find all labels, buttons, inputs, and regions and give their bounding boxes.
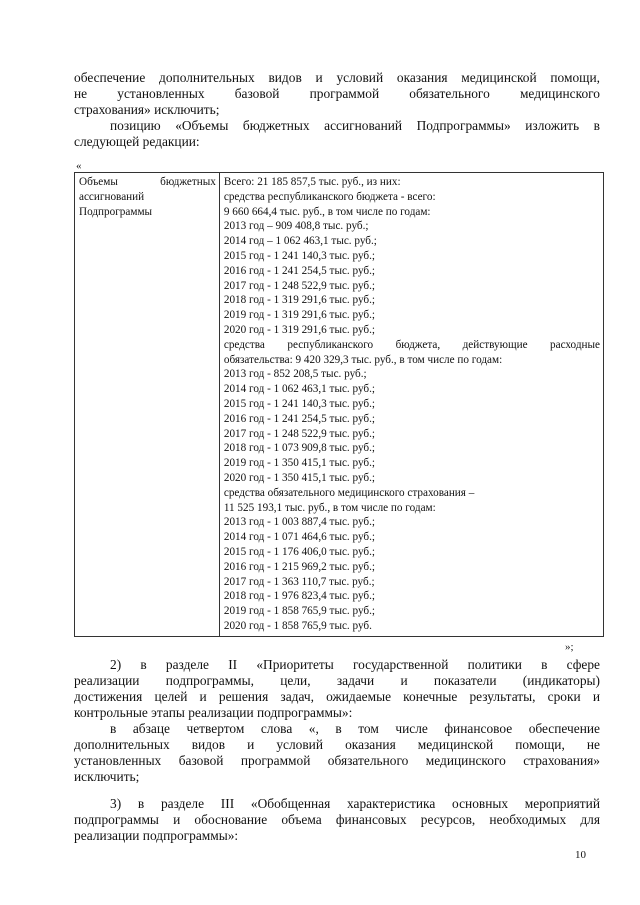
label-line: Объемы бюджетных — [79, 176, 216, 188]
text-line: контрольные этапы реализации подпрограммы»: — [74, 705, 353, 720]
content-line: 2019 год - 1 858 765,9 тыс. руб.; — [223, 605, 376, 618]
table-row — [75, 173, 604, 637]
text-line: не установленных базовой программой обязательного медицинского — [74, 86, 600, 101]
text-line: обеспечение дополнительных видов и условий оказания медицинской помощи, — [74, 70, 600, 85]
content-line: 2013 год - 852 208,5 тыс. руб.; — [223, 368, 367, 381]
content-line: средства обязательного медицинского страхования – — [223, 486, 475, 499]
label-line: Подпрограммы — [79, 205, 153, 218]
content-line: Всего: 21 185 857,5 тыс. руб., из них: — [223, 176, 401, 188]
content-line: 2017 год - 1 363 110,7 тыс. руб.; — [223, 575, 375, 588]
content-line: 2020 год - 1 319 291,6 тыс. руб.; — [223, 323, 376, 336]
item-3-paragraph — [74, 796, 600, 844]
content-line: 2020 год - 1 858 765,9 тыс. руб. — [223, 619, 372, 632]
label-line: ассигнований — [79, 190, 145, 203]
text-line: установленных базовой программой обязательного медицинского страхования» — [74, 753, 600, 768]
text-line: дополнительных видов и условий оказания медицинской помощи, не — [74, 737, 600, 752]
content-line: 2019 год - 1 350 415,1 тыс. руб.; — [223, 457, 376, 470]
opening-quote: « — [76, 160, 82, 172]
content-line: 2016 год - 1 241 254,5 тыс. руб.; — [223, 412, 376, 425]
content-line: 2015 год - 1 241 140,3 тыс. руб.; — [223, 249, 376, 262]
content-line: 2019 год - 1 319 291,6 тыс. руб.; — [223, 309, 376, 322]
content-line: 2017 год - 1 248 522,9 тыс. руб.; — [223, 427, 376, 440]
content-line: 2020 год - 1 350 415,1 тыс. руб.; — [223, 471, 376, 484]
content-line: 11 525 193,1 тыс. руб., в том числе по годам: — [223, 501, 436, 514]
content-line: обязательства: 9 420 329,3 тыс. руб., в том числе по годам: — [223, 353, 503, 366]
content-line: 2018 год - 1 976 823,4 тыс. руб.; — [223, 590, 376, 603]
content-line: 2013 год – 909 408,8 тыс. руб.; — [223, 220, 369, 233]
content-line: 2014 год – 1 062 463,1 тыс. руб.; — [223, 235, 377, 248]
content-line: 2017 год - 1 248 522,9 тыс. руб.; — [223, 279, 376, 292]
budget-allocation-table — [74, 172, 604, 637]
content-line: 2015 год - 1 241 140,3 тыс. руб.; — [223, 397, 376, 410]
text-line: реализации подпрограммы, цели, задачи и показатели (индикаторы) — [74, 673, 600, 688]
text-line: исключить; — [74, 769, 140, 784]
text-line: 2) в разделе II «Приоритеты государственной политики в сфере — [110, 657, 600, 672]
content-line: средства республиканского бюджета, действующие расходные — [223, 338, 600, 351]
text-line: подпрограммы и обоснование объема финансовых ресурсов, необходимых для — [74, 812, 600, 827]
text-line: достижения целей и решения задач, ожидаемые конечные результаты, сроки и — [74, 689, 600, 704]
intro-paragraph — [74, 70, 600, 150]
position-label-cell — [75, 173, 220, 637]
text-line: реализации подпрограммы»: — [74, 828, 239, 843]
content-line: 2018 год - 1 073 909,8 тыс. руб.; — [223, 442, 376, 455]
text-line: 3) в разделе III «Обобщенная характеристика основных мероприятий — [110, 796, 600, 811]
content-line: 2016 год - 1 241 254,5 тыс. руб.; — [223, 264, 376, 277]
page-number: 10 — [575, 849, 586, 861]
content-line: 2013 год - 1 003 887,4 тыс. руб.; — [223, 516, 376, 529]
content-line: 2014 год - 1 062 463,1 тыс. руб.; — [223, 383, 376, 396]
item-2-paragraph — [74, 657, 600, 785]
content-line: 2014 год - 1 071 464,6 тыс. руб.; — [223, 531, 376, 544]
text-line: страхования» исключить; — [74, 102, 220, 117]
content-line: 9 660 664,4 тыс. руб., в том числе по годам: — [223, 205, 431, 218]
text-line: в абзаце четвертом слова «, в том числе финансовое обеспечение — [110, 721, 600, 736]
position-content-cell — [219, 173, 603, 637]
content-line: 2016 год - 1 215 969,2 тыс. руб.; — [223, 560, 376, 573]
closing-quote: »; — [565, 641, 574, 653]
text-line: следующей редакции: — [74, 134, 200, 149]
content-line: 2018 год - 1 319 291,6 тыс. руб.; — [223, 294, 376, 307]
text-line: позицию «Объемы бюджетных ассигнований Подпрограммы» изложить в — [110, 118, 600, 133]
content-line: средства республиканского бюджета - всего: — [223, 190, 436, 203]
content-line: 2015 год - 1 176 406,0 тыс. руб.; — [223, 545, 376, 558]
